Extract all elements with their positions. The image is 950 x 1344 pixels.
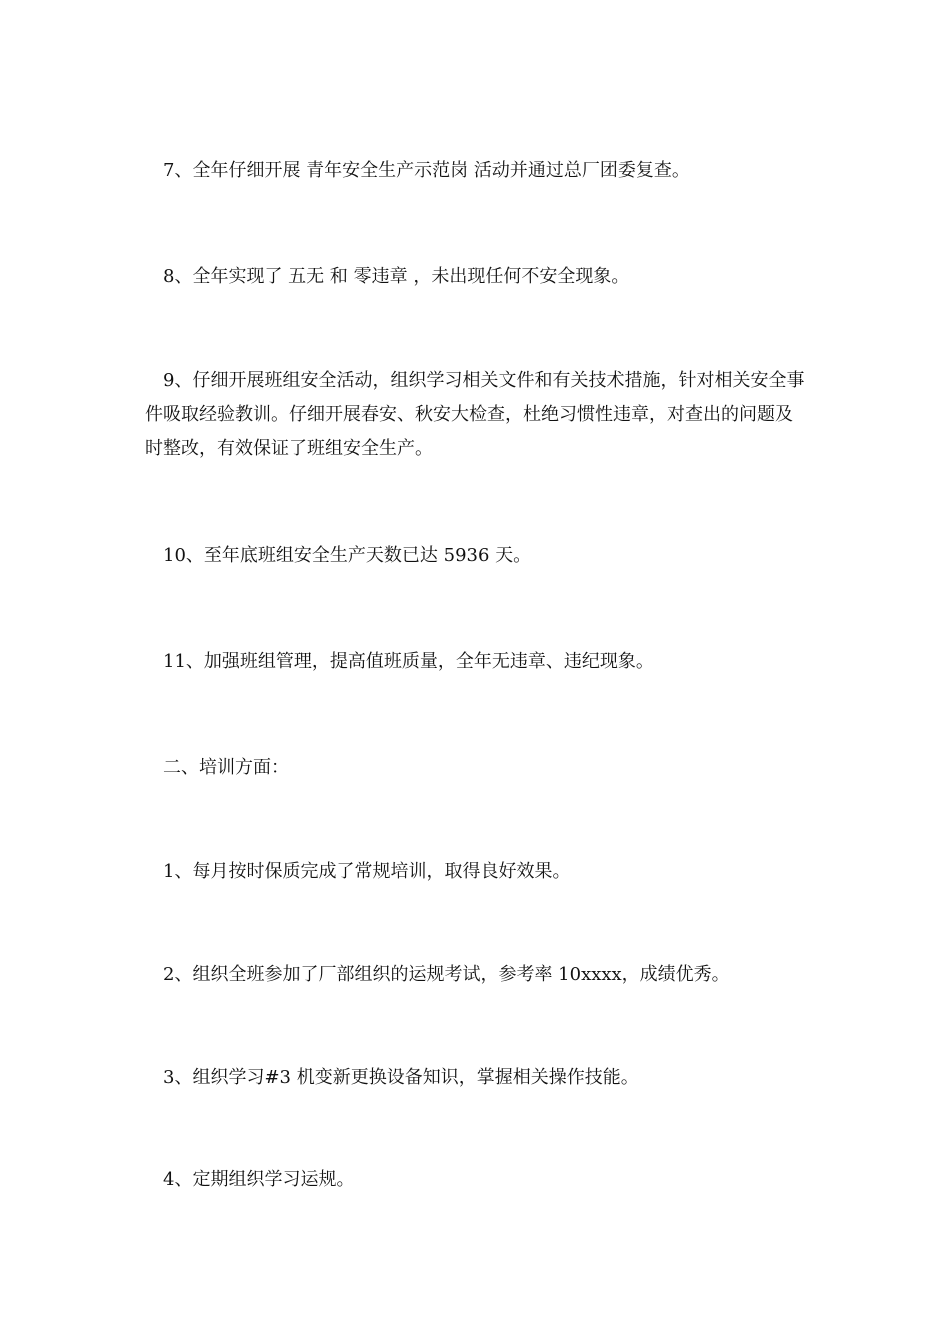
paragraph-safety-item-10: 10、至年底班组安全生产天数已达 5936 天。 <box>163 545 532 566</box>
paragraph-training-item-2: 2、组织全班参加了厂部组织的运规考试，参考率 10xxxx，成绩优秀。 <box>163 964 730 985</box>
paragraph-safety-item-9: 9、仔细开展班组安全活动，组织学习相关文件和有关技术措施，针对相关安全事件吸取经验教训。仔细开展春安、秋安大检查，杜绝习惯性违章，对查出的问题及时整改，有效保证了班组安全生产。 <box>145 370 805 459</box>
paragraph-training-item-1: 1、每月按时保质完成了常规培训，取得良好效果。 <box>163 861 571 882</box>
paragraph-safety-item-8: 8、全年实现了 五无 和 零违章 ，未出现任何不安全现象。 <box>163 266 630 287</box>
paragraph-training-item-3: 3、组织学习#3 机变新更换设备知识，掌握相关操作技能。 <box>163 1067 639 1088</box>
paragraph-safety-item-11: 11、加强班组管理，提高值班质量，全年无违章、违纪现象。 <box>163 651 654 672</box>
section-heading-training: 二、培训方面： <box>163 757 289 778</box>
paragraph-safety-item-7: 7、全年仔细开展 青年安全生产示范岗 活动并通过总厂团委复查。 <box>163 160 690 181</box>
paragraph-training-item-4: 4、定期组织学习运规。 <box>163 1169 355 1190</box>
